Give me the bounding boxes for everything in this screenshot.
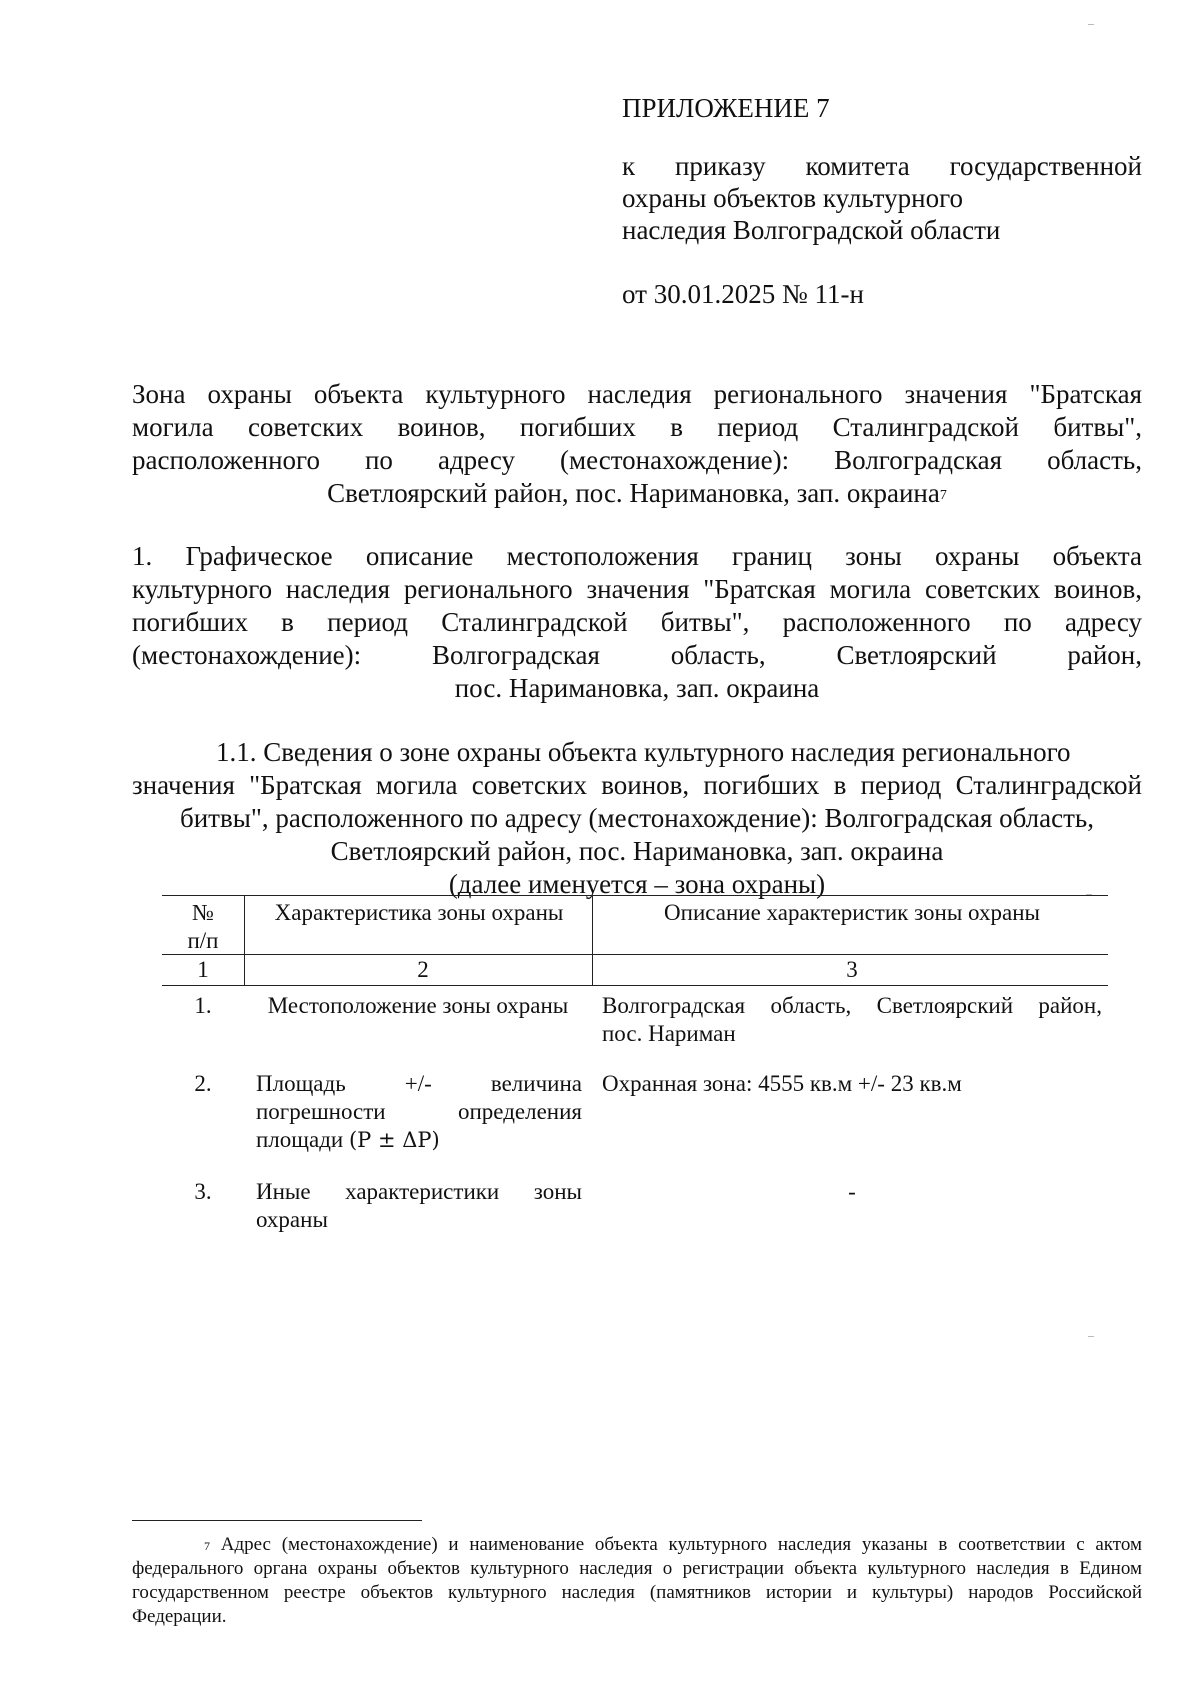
row-number: 2. [194, 1071, 212, 1096]
row-characteristic [244, 992, 592, 1020]
row-description [602, 1070, 1102, 1098]
section-1-line: (местонахождение): Волгоградская область, Светлоярский район, [132, 640, 1142, 670]
footnote-reference[interactable]: 7 [939, 488, 947, 503]
area-formula: (P ± ΔP) [348, 1128, 440, 1152]
header-characteristic: Характеристика зоны охраны [274, 900, 564, 925]
zone-heading-line: расположенного по адресу (местонахождение): Волгоградская область, [132, 445, 1142, 475]
row-description [602, 1178, 1102, 1206]
row-description-line: Охранная зона: 4555 кв.м +/- 23 кв.м [602, 1071, 962, 1096]
column-number: 2 [417, 957, 429, 982]
row-description-line: пос. Нариман [602, 1021, 736, 1046]
row-description-line: Волгоградская область, Светлоярский район, [602, 993, 1102, 1018]
footnote-line-first [132, 1533, 1142, 1557]
table-column-number-row [162, 955, 1108, 986]
column-number: 3 [846, 957, 858, 982]
zone-heading-line-last [132, 477, 1142, 510]
section-1-line: погибших в период Сталинградской битвы", расположенного по адресу [132, 607, 1142, 637]
table-header-row [162, 895, 1108, 955]
section-1-1-line: Светлоярский район, пос. Наримановка, зап. окраина [330, 836, 944, 866]
zone-heading-line: могила советских воинов, погибших в период Сталинградской битвы", [132, 412, 1142, 442]
row-characteristic-line-last [256, 1126, 582, 1154]
row-description-line: - [848, 1179, 856, 1204]
footnote-line: Адрес (местонахождение) и наименование объекта культурного наследия указаны в соответствии с актом [220, 1534, 1142, 1555]
row-characteristic-line: охраны [256, 1207, 328, 1232]
row-characteristic [256, 1178, 582, 1234]
section-1-line: 1. Графическое описание местоположения границ зоны охраны объекта [132, 541, 1142, 571]
row-characteristic-line: Иные характеристики зоны [256, 1179, 582, 1204]
header-number-line: п/п [187, 928, 219, 953]
zone-characteristics-table [162, 895, 1108, 1258]
appendix-order-line: наследия Волгоградской области [622, 215, 1001, 245]
footnote [132, 1533, 1142, 1629]
column-number: 1 [197, 957, 209, 982]
section-1-1-line: значения "Братская могила советских воинов, погибших в период Сталинградской [132, 770, 1142, 800]
section-1-line: пос. Наримановка, зап. окраина [454, 673, 820, 703]
scan-mark [1088, 24, 1094, 25]
appendix-date: от 30.01.2025 № 11-н [622, 279, 864, 309]
section-1-1-line: битвы", расположенного по адресу (местонахождение): Волгоградская область, [180, 803, 1094, 833]
table-row [162, 986, 1108, 1070]
row-characteristic-line: Местоположение зоны охраны [267, 993, 569, 1018]
row-characteristic-line: площади [256, 1127, 344, 1152]
section-1-1 [132, 736, 1142, 901]
appendix-order-line: к приказу комитета государственной [622, 151, 1142, 181]
row-number: 3. [194, 1179, 212, 1204]
section-1-line: культурного наследия регионального значения "Братская могила советских воинов, [132, 574, 1142, 604]
footnote-line: федерального органа охраны объектов культурного наследия о регистрации объекта культурного наследия в Едином [132, 1558, 1142, 1579]
zone-heading [132, 378, 1142, 510]
header-description: Описание характеристик зоны охраны [664, 900, 1040, 925]
table-row [162, 1178, 1108, 1258]
zone-heading-line: Зона охраны объекта культурного наследия регионального значения "Братская [132, 379, 1142, 409]
scan-mark [1088, 1336, 1094, 1337]
row-characteristic [256, 1070, 582, 1154]
appendix-title: ПРИЛОЖЕНИЕ 7 [622, 93, 830, 123]
appendix-order-line: охраны объектов культурного [622, 183, 963, 213]
row-number: 1. [194, 993, 212, 1018]
table-divider [244, 896, 245, 954]
section-1 [132, 540, 1142, 705]
row-characteristic-line: погрешности определения [256, 1099, 582, 1124]
section-1-1-line: 1.1. Сведения о зоне охраны объекта культурного наследия регионального [216, 737, 1071, 767]
zone-heading-line: Светлоярский район, пос. Наримановка, зап. окраина [327, 478, 940, 508]
section-1-1-line: (далее именуется – зона охраны) [448, 869, 826, 899]
footnote-line: государственном реестре объектов культурного наследия (памятников истории и культуры) народов Российской [132, 1582, 1142, 1603]
row-description [602, 992, 1102, 1048]
footnote-line: Федерации. [132, 1606, 227, 1627]
appendix-order-reference [622, 150, 1142, 246]
row-characteristic-line: Площадь +/- величина [256, 1071, 582, 1096]
header-number [162, 899, 244, 955]
footnote-number: 7 [204, 1539, 210, 1553]
footnote-separator [132, 1520, 422, 1521]
header-number-line: № [192, 900, 214, 925]
table-divider [592, 896, 593, 954]
table-row [162, 1070, 1108, 1178]
